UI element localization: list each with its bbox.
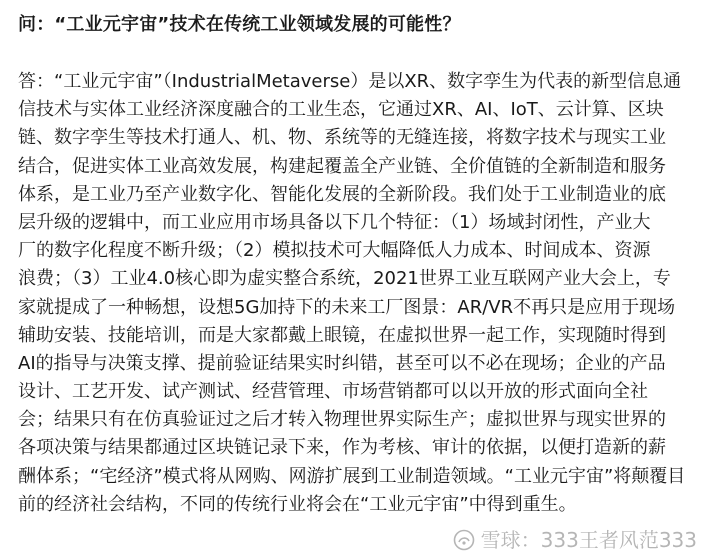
watermark-text: 雪球：333王者风范333: [480, 528, 697, 552]
answer-line: 各项决策与结果都通过区块链记录下来，作为考核、审计的依据，以便打造新的薪: [18, 437, 666, 459]
answer-line: 会；结果只有在仿真验证过之后才转入物理世界实际生产；虚拟世界与现实世界的: [18, 409, 666, 431]
answer-line: AI的指导与决策支撑、提前验证结果实时纠错，甚至可以不必在现场；企业的产品: [18, 352, 666, 374]
snowball-logo-icon: [453, 529, 475, 551]
answer-line: 前的经济社会结构，不同的传统行业将会在“工业元宇宙”中得到重生。: [18, 493, 577, 515]
answer-line: 厂的数字化程度不断升级；（2）模拟技术可大幅降低人力成本、时间成本、资源: [18, 240, 651, 262]
question-heading: 问：“工业元宇宙”技术在传统工业领域发展的可能性？: [18, 14, 461, 35]
answer-line: 辅助安装、技能培训，而是大家都戴上眼镜，在虚拟世界一起工作，实现随时得到: [18, 324, 666, 346]
watermark: [453, 528, 697, 552]
answer-line: 链、数字孪生等技术打通人、机、物、系统等的无缝连接，将数字技术与现实工业: [18, 127, 666, 149]
answer-line: 信技术与实体工业经济深度融合的工业生态，它通过XR、AI、IoT、云计算、区块: [18, 99, 664, 121]
answer-line: 浪费；（3）工业4.0核心即为虚实整合系统，2021世界工业互联网产业大会上，专: [18, 268, 671, 290]
answer-line: 家就提成了一种畅想，设想5G加持下的未来工厂图景：AR/VR不再只是应用于现场: [18, 296, 676, 318]
answer-line: 酬体系；“宅经济”模式将从网购、网游扩展到工业制造领域。“工业元宇宙”将颠覆目: [18, 465, 686, 487]
answer-line: 层升级的逻辑中，而工业应用市场具备以下几个特征：（1）场域封闭性，产业大: [18, 211, 651, 233]
answer-line: 答：“工业元宇宙”（IndustrialMetaverse）是以XR、数字孪生为代表的新型信息通: [18, 71, 682, 92]
answer-line: 设计、工艺开发、试产测试、经营管理、市场营销都可以以开放的形式面向全社: [18, 381, 648, 403]
answer-line: 体系，是工业乃至产业数字化、智能化发展的全新阶段。我们处于工业制造业的底: [18, 183, 666, 205]
answer-body: [18, 68, 694, 519]
answer-line: 结合，促进实体工业高效发展，构建起覆盖全产业链、全价值链的全新制造和服务: [18, 155, 666, 177]
